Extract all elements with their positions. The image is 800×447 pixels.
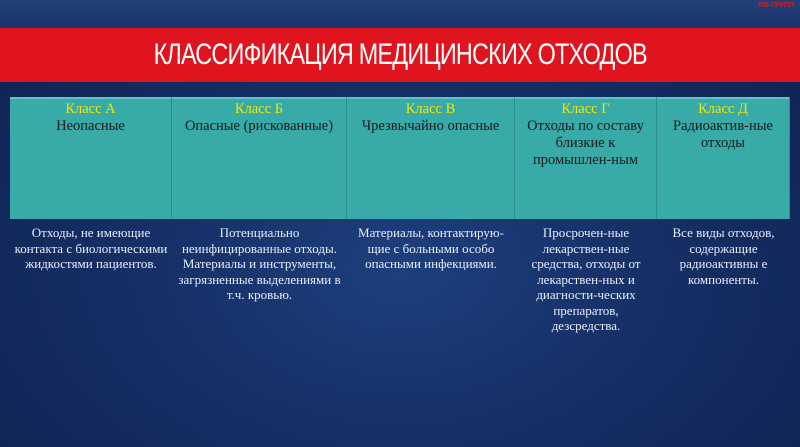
- class-description: Радиоактив-ные отходы: [673, 118, 773, 151]
- logo: YIB ГРУПП: [757, 2, 794, 9]
- class-description: Опасные (рискованные): [184, 118, 334, 134]
- header-cell-class-a: [10, 97, 172, 219]
- title-bar: [0, 28, 800, 82]
- class-label: Класс Д: [698, 101, 748, 117]
- details-cell-class-a: Отходы, не имеющие контакта с биологическими жидкостями пациентов.: [14, 225, 168, 271]
- details-cell-class-g: Просрочен-ные лекарствен-ные средства, отходы от лекарствен-ных и диагности-ческих препаратов, дезсредства.: [531, 225, 641, 333]
- details-cell-class-v: Материалы, контактирую-щие с больными особо опасными инфекциями.: [358, 225, 504, 271]
- details-cell-class-b: Потенциально неинфицированные отходы. Материалы и инструменты, загрязненные выделениями в т.ч. кровью.: [178, 225, 341, 302]
- header-cell-class-d: [657, 97, 790, 219]
- page-title: КЛАССИФИКАЦИЯ МЕДИЦИНСКИХ ОТХОДОВ: [153, 38, 647, 71]
- header-cell-class-v: [347, 97, 515, 219]
- classification-table: [10, 97, 790, 334]
- class-description: Чрезвычайно опасные: [361, 118, 500, 134]
- class-description: Неопасные: [56, 118, 125, 134]
- header-cell-class-g: [515, 97, 657, 219]
- class-label: Класс В: [405, 101, 456, 117]
- class-description: Отходы по составу близкие к промышлен-ным: [527, 118, 644, 168]
- class-label: Класс А: [65, 101, 116, 117]
- class-label: Класс Б: [234, 101, 284, 117]
- class-label: Класс Г: [561, 101, 610, 117]
- top-band: [0, 0, 800, 28]
- header-cell-class-b: [172, 97, 347, 219]
- details-cell-class-d: Все виды отходов, содержащие радиоактивны е компоненты.: [672, 225, 775, 287]
